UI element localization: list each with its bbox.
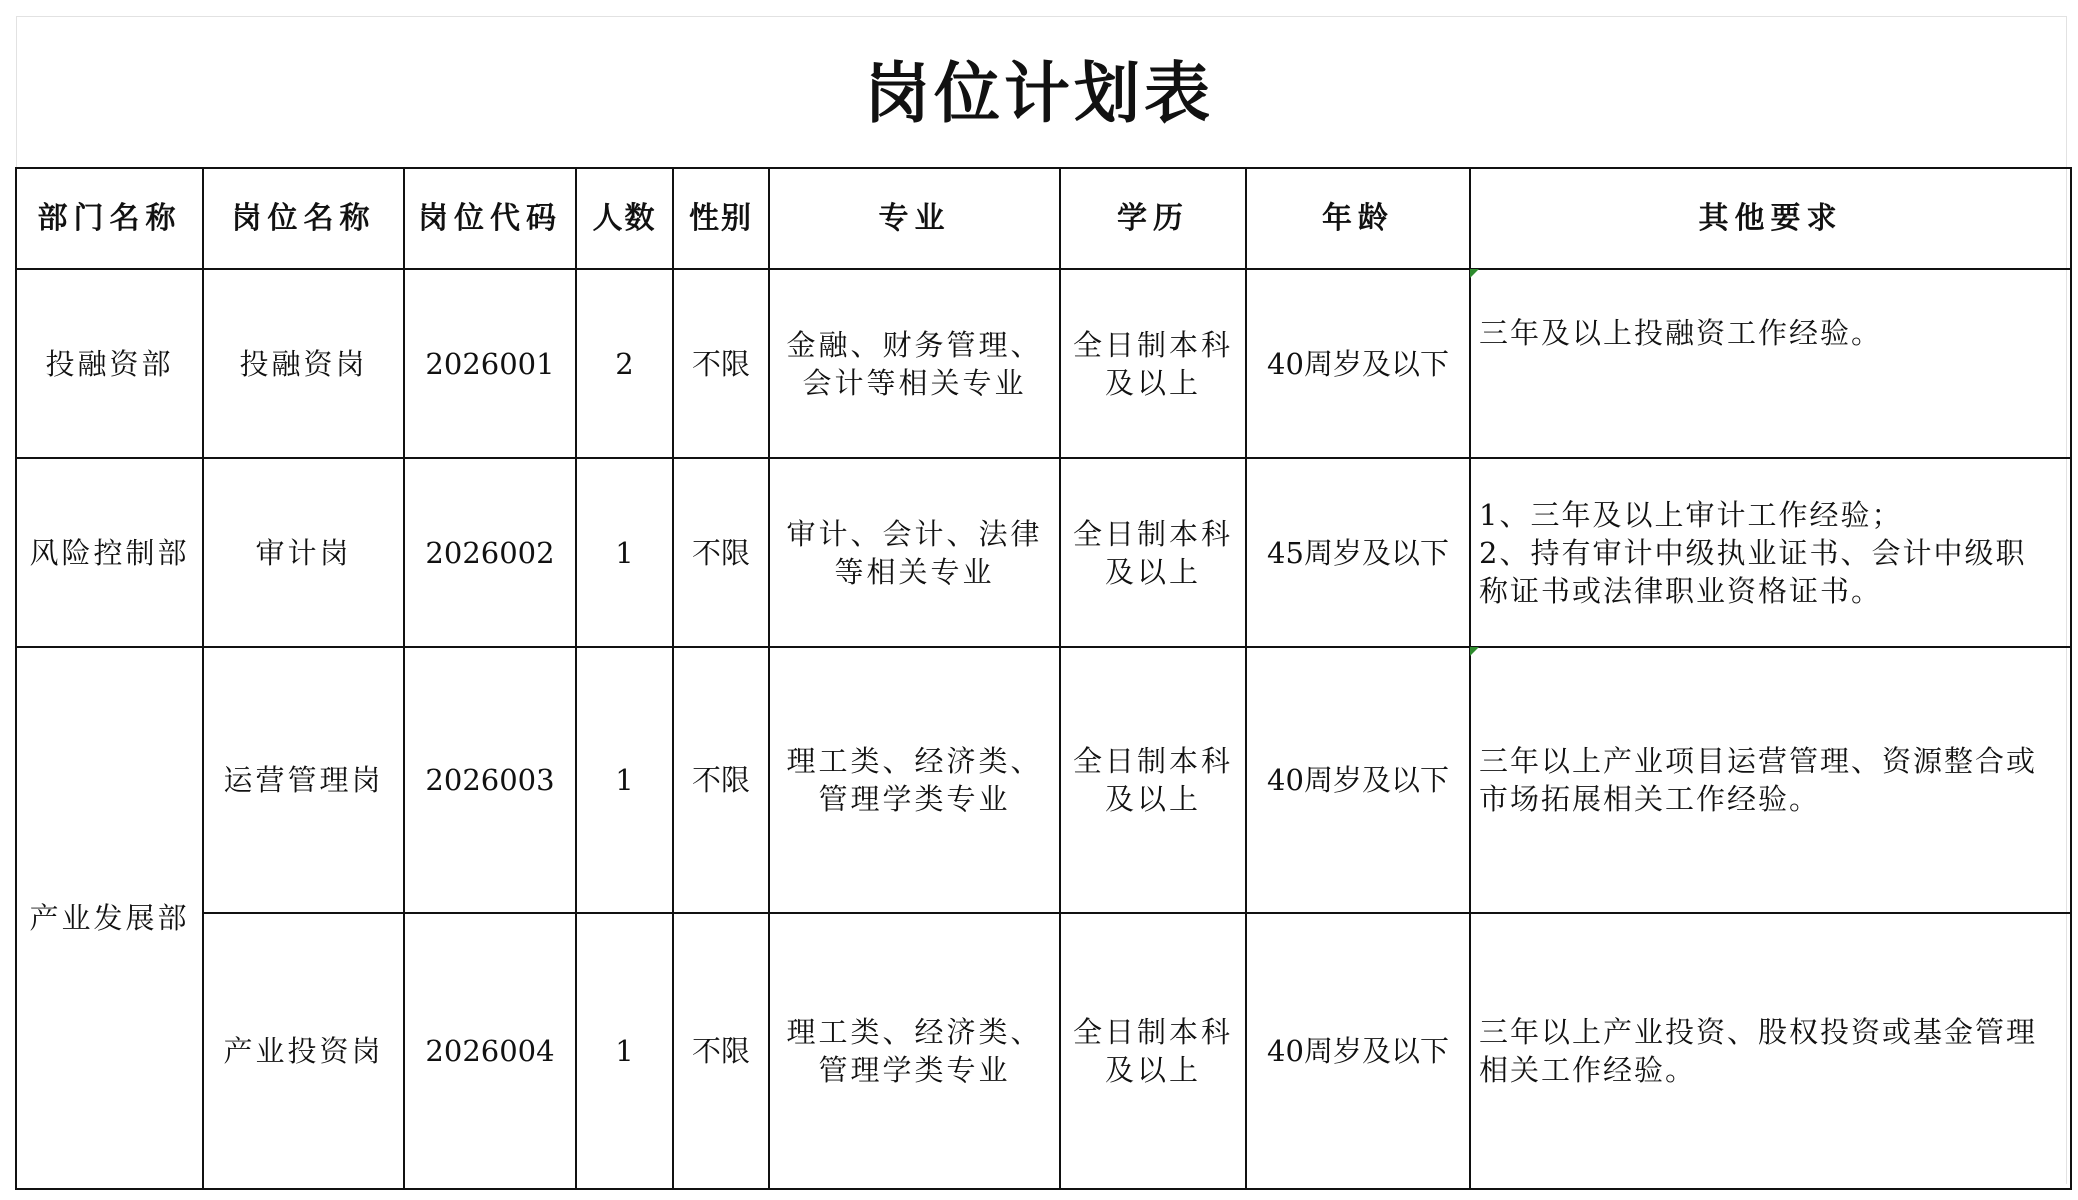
education-line: 及以上 [1104,365,1201,400]
age-cell: 40周岁及以下 [1246,647,1470,913]
header-gender: 性别 [673,168,769,269]
count-cell: 1 [576,913,673,1189]
other-line: 市场拓展相关工作经验。 [1479,782,1821,816]
header-department: 部门名称 [16,168,203,269]
age-cell: 40周岁及以下 [1246,913,1470,1189]
major-cell [769,458,1060,647]
header-major: 专业 [769,168,1060,269]
education-cell [1060,913,1246,1189]
department-cell: 投融资部 [16,269,203,458]
comment-marker-icon [1470,647,1479,656]
other-line: 2、持有审计中级执业证书、会计中级职 [1479,535,2027,570]
major-line: 理工类、经济类、 [786,1015,1043,1049]
education-line: 全日制本科 [1072,516,1233,551]
header-position: 岗位名称 [203,168,404,269]
other-line: 相关工作经验。 [1479,1053,1697,1087]
major-line: 理工类、经济类、 [786,744,1043,778]
other-cell [1470,913,2071,1189]
count-cell: 1 [576,647,673,913]
education-line: 及以上 [1104,782,1201,816]
education-cell [1060,647,1246,913]
header-education: 学历 [1060,168,1246,269]
table-row [16,269,2071,458]
table-row [16,647,2071,913]
position-cell: 运营管理岗 [203,647,404,913]
page-title: 岗位计划表 [864,55,1214,132]
position-cell: 审计岗 [203,458,404,647]
gender-cell: 不限 [673,647,769,913]
position-cell: 产业投资岗 [203,913,404,1189]
code-cell: 2026002 [404,458,576,647]
education-cell [1060,458,1246,647]
code-cell: 2026003 [404,647,576,913]
header-other: 其他要求 [1470,168,2071,269]
major-line: 等相关专业 [834,554,995,589]
major-line: 管理学类专业 [818,782,1011,816]
header-count: 人数 [576,168,673,269]
education-cell [1060,269,1246,458]
major-cell [769,647,1060,913]
gender-cell: 不限 [673,269,769,458]
table-row [16,913,2071,1189]
gender-cell: 不限 [673,913,769,1189]
age-cell: 40周岁及以下 [1246,269,1470,458]
other-cell [1470,458,2071,647]
other-line: 三年以上产业项目运营管理、资源整合或 [1479,744,2038,778]
table-row [16,458,2071,647]
code-cell: 2026004 [404,913,576,1189]
other-cell [1470,647,2071,913]
position-cell: 投融资岗 [203,269,404,458]
table-header-row [16,168,2071,269]
education-line: 及以上 [1104,554,1201,589]
education-line: 全日制本科 [1072,1015,1233,1049]
comment-marker-icon [1470,269,1479,278]
major-line: 会计等相关专业 [802,365,1027,400]
major-cell [769,913,1060,1189]
education-line: 及以上 [1104,1053,1201,1087]
count-cell: 2 [576,269,673,458]
other-line: 三年以上产业投资、股权投资或基金管理 [1479,1015,2038,1049]
education-line: 全日制本科 [1072,327,1233,362]
department-cell: 风险控制部 [16,458,203,647]
gender-cell: 不限 [673,458,769,647]
count-cell: 1 [576,458,673,647]
major-line: 管理学类专业 [818,1053,1011,1087]
other-line: 称证书或法律职业资格证书。 [1479,573,1883,608]
other-line: 三年及以上投融资工作经验。 [1479,316,1883,350]
department-cell: 产业发展部 [16,647,203,1189]
other-line: 1、三年及以上审计工作经验； [1479,497,1903,532]
major-line: 金融、财务管理、 [786,327,1043,362]
major-cell [769,269,1060,458]
major-line: 审计、会计、法律 [786,516,1043,551]
header-code: 岗位代码 [404,168,576,269]
code-cell: 2026001 [404,269,576,458]
education-line: 全日制本科 [1072,744,1233,778]
header-age: 年龄 [1246,168,1470,269]
other-cell [1470,269,2071,458]
age-cell: 45周岁及以下 [1246,458,1470,647]
position-plan-table [15,167,2072,1190]
